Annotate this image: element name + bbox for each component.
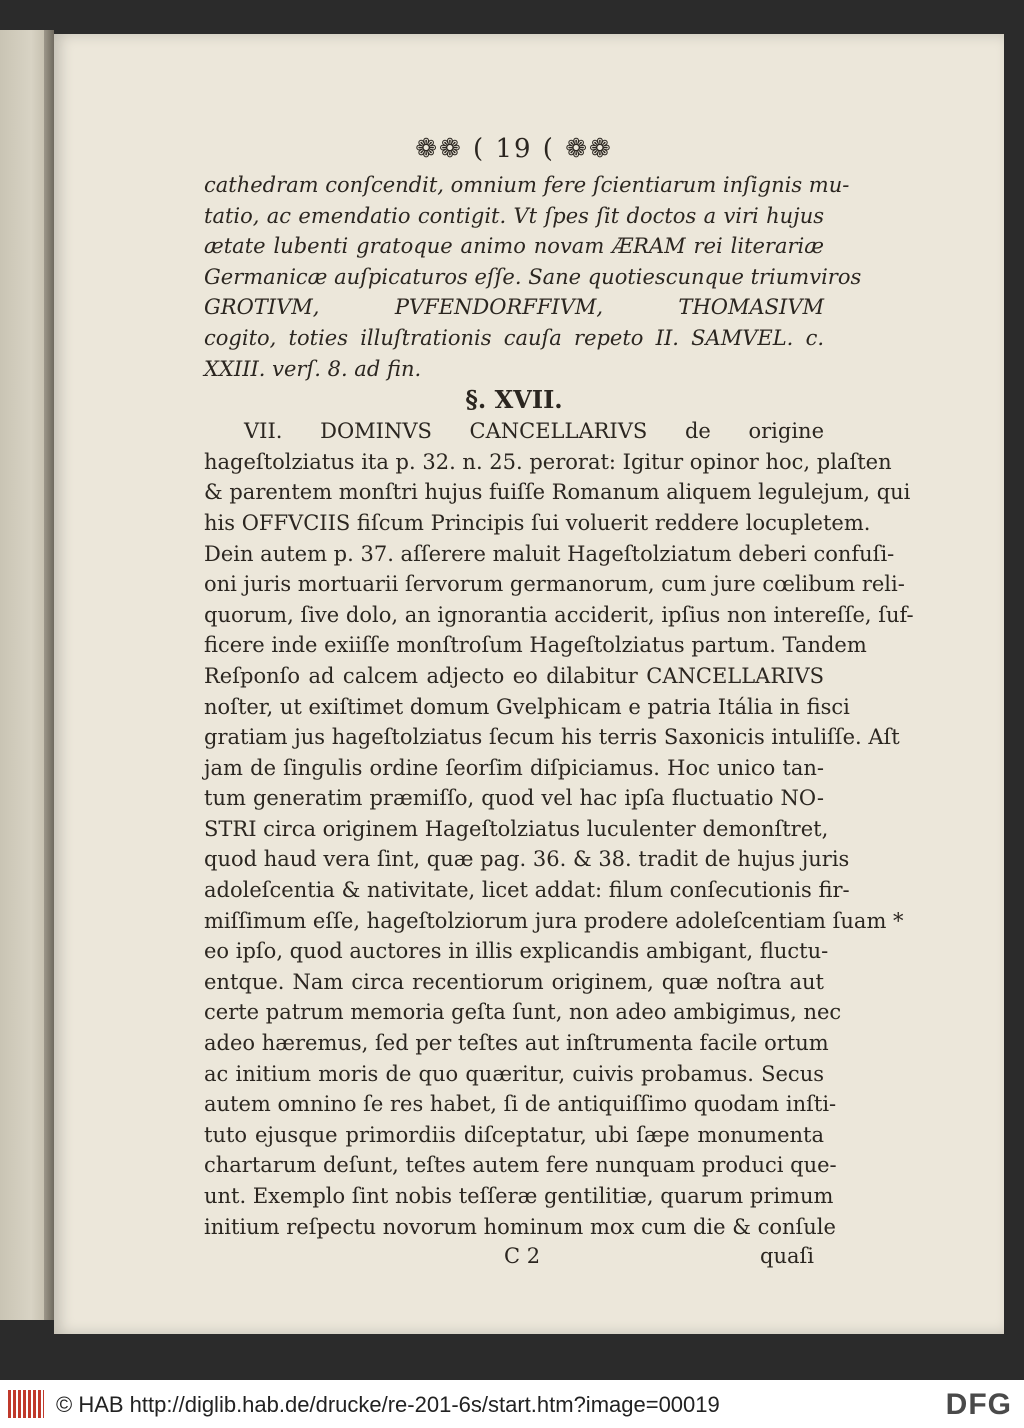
page-footer (204, 1244, 824, 1274)
italic-paragraph (204, 170, 862, 384)
body-paragraph (204, 416, 914, 1242)
page-header: ❁❁ ( 19 ( ❁❁ (415, 134, 613, 164)
text-line: eo ipſo, quod auctores in illis explicandis ambigant, fluctu- (204, 939, 829, 964)
text-line: ac initium moris de quo quæritur, cuivis probamus. Secus (204, 1061, 824, 1086)
text-line: tatio, ac emendatio contigit. Vt ſpes ſit doctos a viri hujus (204, 203, 824, 228)
text-line: XXIII. verſ. 8. ad fin. (204, 356, 422, 381)
text-line: & parentem monſtri hujus fuiſſe Romanum aliquem legulejum, qui (204, 480, 911, 505)
text-line: oni juris mortuarii ſervorum germanorum, cum jure cœlibum reli- (204, 572, 905, 597)
book-page (54, 34, 1004, 1334)
text-line: tuto ejusque primordiis diſceptatur, ubi ſæpe monumenta (204, 1122, 824, 1147)
text-line: unt. Exemplo ſint nobis teſſeræ gentilitiæ, quarum primum (204, 1184, 834, 1208)
text-line: Reſponſo ad calcem adjecto eo dilabitur CANCELLARIVS (204, 663, 824, 688)
text-line: quod haud vera ſint, quæ pag. 36. & 38. tradit de hujus juris (204, 847, 850, 872)
text-line: autem omnino ſe res habet, ſi de antiquiſſimo quodam inſti- (204, 1092, 837, 1117)
text-line: initium reſpectu novorum hominum mox cum die & conſule (204, 1214, 836, 1239)
text-line: GROTIVM, PVFENDORFFIVM, THOMASIVM (204, 295, 824, 320)
text-line: gratiam jus hageſtolziatus ſecum his terris Saxonicis intuliſſe. Aſt (204, 725, 900, 750)
text-line: entque. Nam circa recentiorum originem, quæ noſtra aut (204, 969, 824, 994)
text-line: Germanicæ auſpicaturos eſſe. Sane quotiescunque triumviros (204, 264, 862, 289)
text-line: noſter, ut exiſtimet domum Gvelphicam e patria Itália in fisci (204, 694, 850, 719)
page-content (204, 134, 914, 1274)
copyright-link[interactable]: © HAB http://diglib.hab.de/drucke/re-201-6s/start.htm?image=00019 (56, 1392, 720, 1417)
section-heading: §. XVII. (465, 385, 563, 415)
text-line: chartarum deſunt, teſtes autem fere nunquam produci que- (204, 1153, 837, 1178)
text-line: STRI circa originem Hageſtolziatus luculenter demonſtret, (204, 816, 829, 841)
catchword: quaſi (760, 1244, 814, 1269)
text-line: hageſtolziatus ita p. 32. n. 25. perorat: Igitur opinor hoc, plaſten (204, 449, 892, 474)
text-line: cathedram conſcendit, omnium fere ſcientiarum inſignis mu- (204, 173, 850, 197)
text-line: certe patrum memoria geſta ſunt, non adeo ambigimus, nec (204, 1000, 842, 1025)
text-line: adeo hæremus, ſed per teſtes aut inſtrumenta facile ortum (204, 1031, 829, 1056)
viewer-footer (0, 1380, 1024, 1428)
text-line: Dein autem p. 37. aſſerere maluit Hageſtolziatum deberi confuſi- (204, 541, 895, 566)
text-line: his OFFVCIIS fiſcum Principis ſui voluerit reddere locupletem. (204, 510, 871, 535)
text-line: ætate lubenti gratoque animo novam ÆRAM rei literariæ (204, 234, 824, 259)
text-line: ficere inde exiiſſe monſtroſum Hageſtolziatus partum. Tandem (204, 633, 867, 658)
text-line: miſſimum eſſe, hageſtolziorum jura prodere adoleſcentiam ſuam * (204, 908, 904, 933)
dfg-logo: DFG (945, 1388, 1012, 1421)
text-line: cogito, toties illuſtrationis cauſa repeto II. SAMVEL. c. (204, 325, 824, 350)
text-line: VII. DOMINVS CANCELLARIVS de origine (244, 419, 824, 444)
text-line: jam de ſingulis ordine ſeorſim diſpiciamus. Hoc unico tan- (204, 755, 824, 780)
signature-mark: C 2 (504, 1244, 541, 1269)
text-line: adoleſcentia & nativitate, licet addat: filum conſecutionis fir- (204, 878, 850, 903)
barcode-icon (8, 1390, 44, 1418)
text-line: quorum, ſive dolo, an ignorantia acciderit, ipſius non intereſſe, ſuf- (204, 602, 914, 627)
text-line: tum generatim præmiſſo, quod vel hac ipſa fluctuatio NO- (204, 786, 824, 811)
binding-gutter (44, 30, 54, 1320)
